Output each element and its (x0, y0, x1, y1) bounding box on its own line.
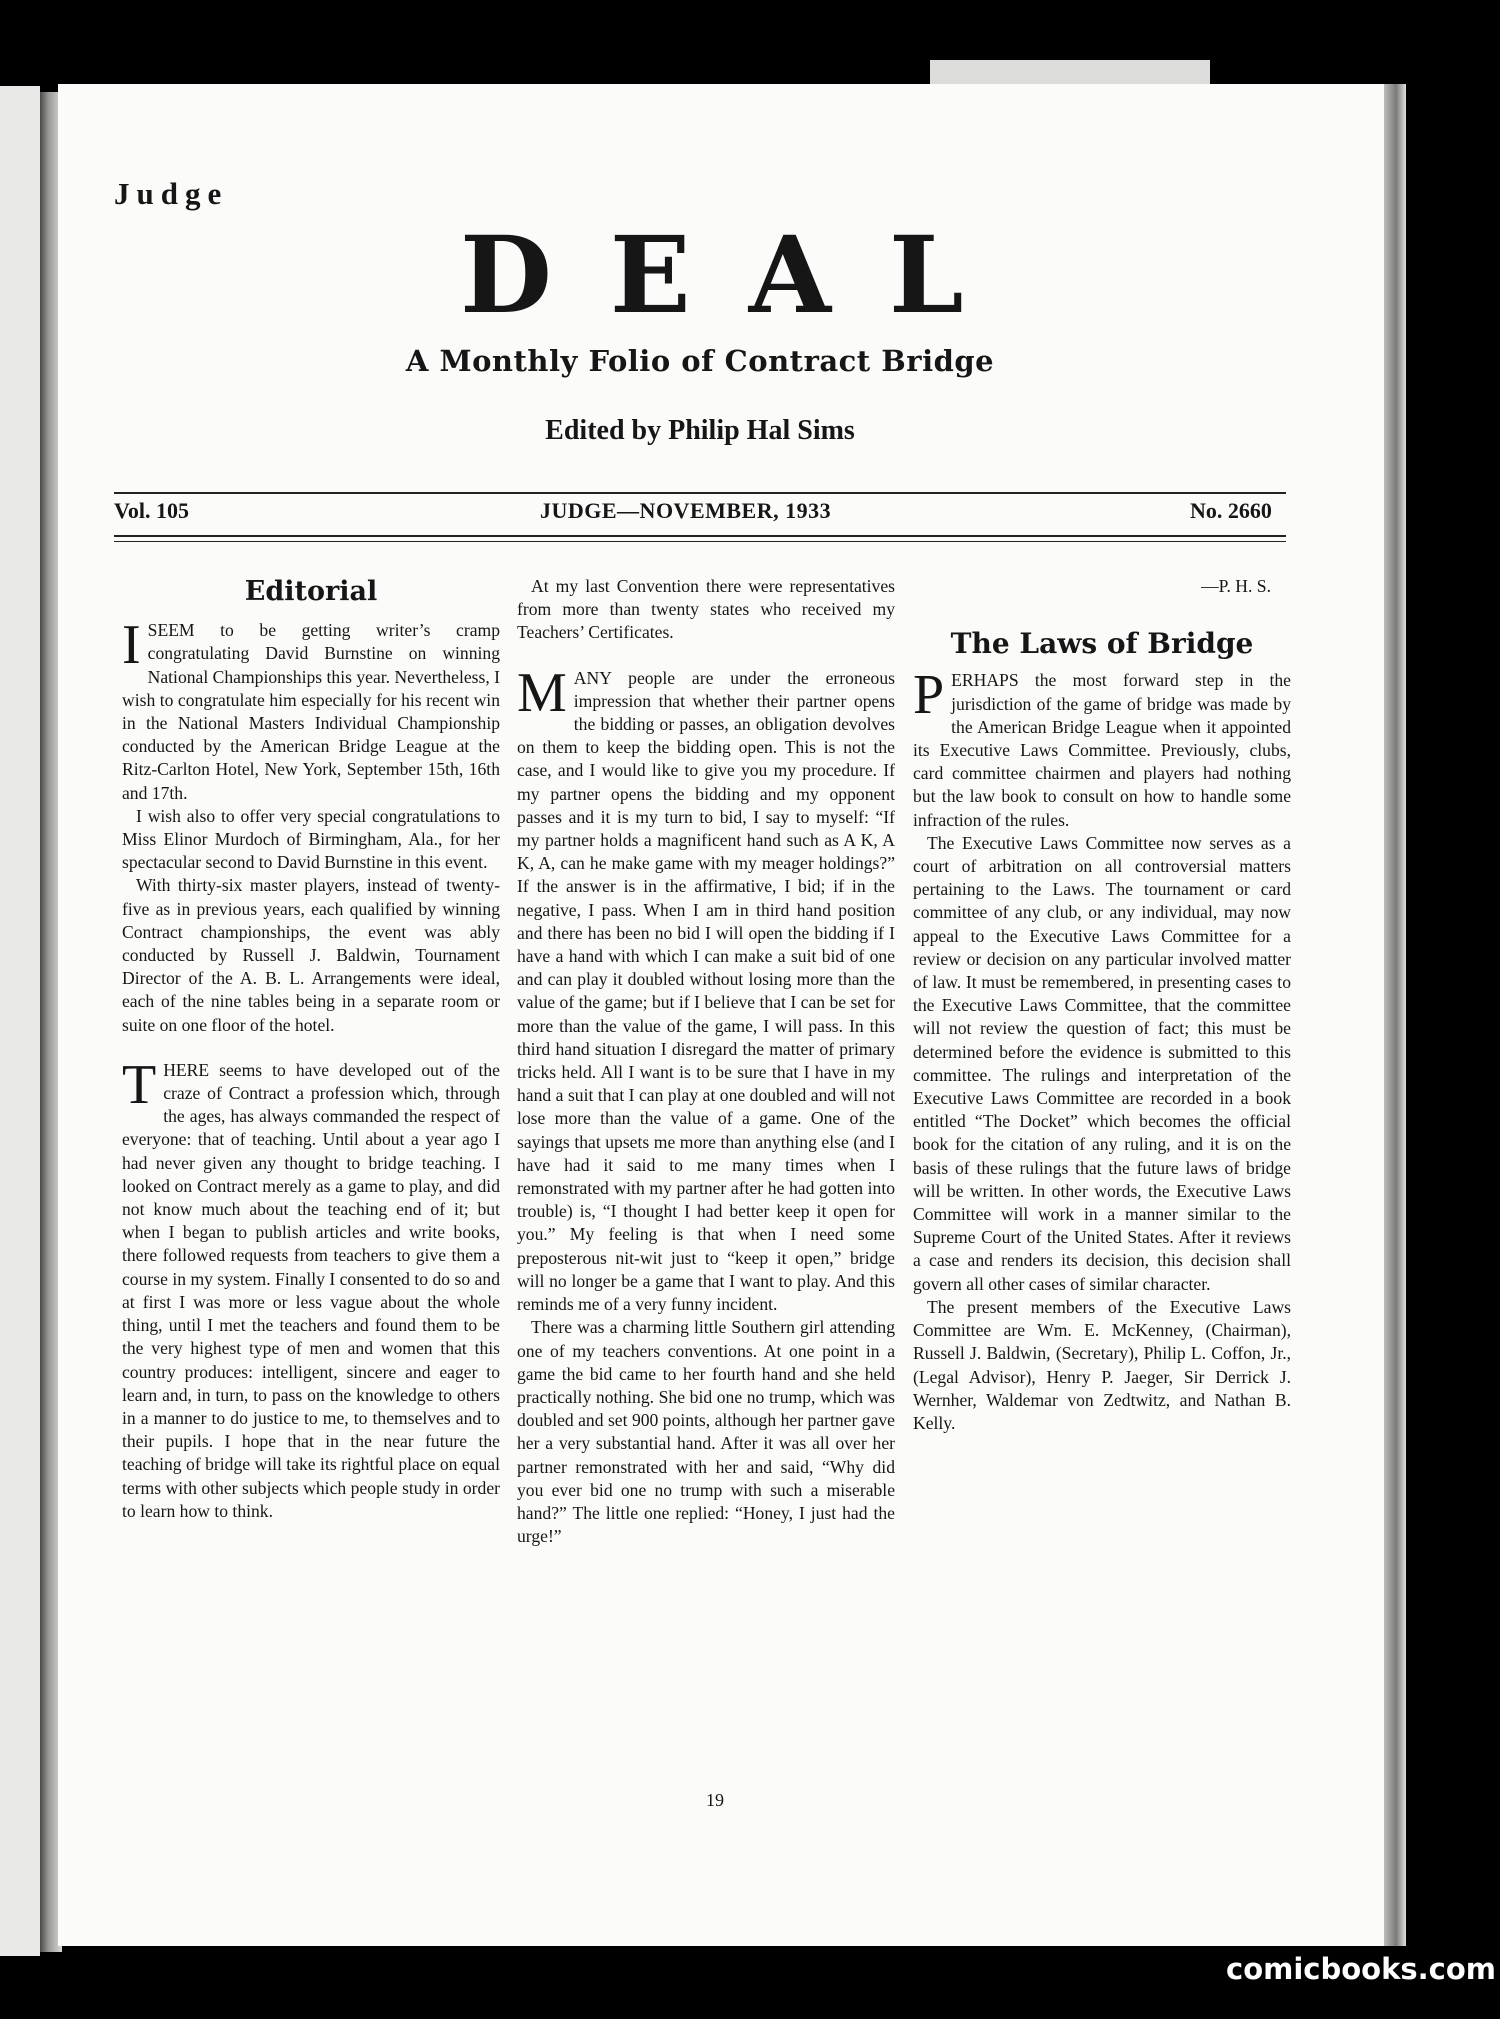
issue-date: JUDGE—NOVEMBER, 1933 (540, 498, 832, 523)
masthead-editor: Edited by Philip Hal Sims (545, 415, 855, 446)
drop-cap: M (517, 661, 567, 724)
editorial-paragraph: I wish also to offer very special congratulations to Miss Elinor Murdoch of Birmingham, Ala., for her spectacular second to David Burnstine in this event. (122, 805, 500, 873)
magazine-label: Judge (114, 176, 229, 211)
site-watermark: comicbooks.com (1226, 1952, 1496, 1986)
top-rule (114, 492, 1286, 494)
masthead-title: DEAL (460, 212, 1022, 337)
paragraph-text: HERE seems to have developed out of the craze of Contract a profession which, through the ages, has always commanded the respect of everyone: that of teaching. Until about a year ago I had never given any thought to bridge teaching. I looked on Contract merely as a game to play, and did not know much about the teaching end of it; but when I began to publish articles and write books, there followed requests from teachers to give them a course in my system. Finally I consented to do so and at first I was more or less vague about the whole thing, until I met the teachers and found them to be the very highest type of men and women that this country produces: intelligent, sincere and eager to learn and, in turn, to pass on the knowledge to others in a manner to do justice to me, to themselves and to their pupils. I hope that in the near future the teaching of bridge will take its rightful place on equal terms with other subjects which people study in order to learn how to think. (122, 1059, 500, 1521)
editorial-paragraph: With thirty-six master players, instead of twenty-five as in previous years, each qualified by winning Contract championships, the event was ably conducted by Russell J. Baldwin, Tournament Director of the A. B. L. Arrangements were ideal, each of the nine tables being in a separate room or suite on one floor of the hotel. (122, 875, 500, 1035)
volume-number: Vol. 105 (114, 498, 189, 523)
laws-paragraph: The present members of the Executive Laws Committee are Wm. E. McKenney, (Chairman), Russell J. Baldwin, (Secretary), Philip L. Coffon, Jr., (Legal Advisor), Henry P. Jaeger, Sir Derrick J. Wernher, Waldemar von Zedtwitz, and Nathan B. Kelly. (913, 1296, 1291, 1433)
laws-paragraph: The Executive Laws Committee now serves as a court of arbitration on all controversial matters pertaining to the Laws. The tournament or card committee of any club, or any individual, may now appeal to the Executive Laws Committee for a review or decision on any particular involved matter of law. It must be remembered, in presenting cases to the Executive Laws Committee, that the committee will not review the question of fact; this must be determined before the evidence is submitted to this committee. The rulings and interpretation of the Executive Laws Committee are recorded in a book entitled “The Docket” which becomes the official book for the citation of any ruling, and it is on the basis of these rulings that the future laws of bridge will be written. In other words, the Executive Laws Committee will work in a manner similar to the Supreme Court of the United States. After it reviews a case and renders its decision, this decision shall govern all other cases of similar character. (913, 832, 1291, 1294)
editorial-signoff: —P. H. S. (1201, 576, 1271, 596)
paragraph-text: SEEM to be getting writer’s cramp congratulating David Burnstine on winning National Championships this year. Nevertheless, I wish to congratulate him especially for his recent win in the National Masters Individual Championship conducted by the American Bridge League at the Ritz-Carlton Hotel, New York, September 15th, 16th and 17th. (122, 620, 500, 803)
laws-heading: The Laws of Bridge (950, 627, 1254, 661)
double-rule-top (114, 535, 1286, 537)
column-1 (122, 575, 500, 1523)
editorial-paragraph (517, 661, 895, 1317)
laws-paragraph (913, 664, 1291, 831)
drop-cap: P (913, 664, 945, 727)
column-2 (517, 575, 895, 1548)
paragraph-text: ERHAPS the most forward step in the jurisdiction of the game of bridge was made by the American Bridge League when it appointed its Executive Laws Committee. Previously, clubs, card committee chairmen and players had nothing but the law book to consult on how to handle some infraction of the rules. (913, 670, 1291, 830)
editorial-paragraph (122, 614, 500, 805)
column-3 (913, 575, 1291, 1435)
masthead-subtitle: A Monthly Folio of Contract Bridge (405, 344, 995, 378)
double-rule-bottom (114, 541, 1286, 542)
editorial-heading: Editorial (244, 576, 378, 607)
paragraph-text: ANY people are under the erroneous impression that whether their partner opens the bidding or passes, an obligation devolves on them to keep the bidding open. This is not the case, and I would like to give you my procedure. If my partner opens the bidding and my opponent passes and it is my turn to bid, I say to myself: “If my partner holds a magnificent hand such as A K, A K, A, can he make game with my meager holdings?” If the answer is in the affirmative, I bid; if in the negative, I pass. When I am in third hand position and there has been no bid I will open the bidding if I have a hand with which I can make a suit bid of one and can play it doubled without losing more than the value of the game; but if I believe that I can be set for more than the value of the game, I will pass. In this third hand situation I disregard the matter of primary tricks held. All I want is to be sure that I have in my hand a suit that I can play at one doubled and will not lose more than the value of a game. One of the sayings that upsets me more than anything else (and I have had it said to me many times when I remonstrated with my partner after he had gotten into trouble) is, “I thought I had better keep it open for you.” My feeling is that when I need some preposterous nit-wit just to “keep it open,” bridge will no longer be a game that I want to play. And this reminds me of a very funny incident. (517, 667, 895, 1315)
editorial-paragraph: There was a charming little Southern girl attending one of my teachers conventions. At one point in a game the bid came to her fourth hand and she held practically nothing. She bid one no trump, which was doubled and set 900 points, although her partner gave her a very substantial hand. After it was all over her partner remonstrated with her and said, “Why did you ever bid one no trump with such a miserable hand?” The little one replied: “Honey, I just had the urge!” (517, 1317, 895, 1547)
facing-page-edge (0, 86, 40, 1956)
editorial-paragraph (122, 1053, 500, 1523)
editorial-paragraph: At my last Convention there were representatives from more than twenty states who received my Teachers’ Certificates. (517, 576, 895, 643)
page-right-edge (1384, 84, 1406, 1946)
drop-cap: T (122, 1053, 157, 1116)
drop-cap: I (122, 614, 141, 677)
page-number: 19 (706, 1790, 724, 1810)
issue-number: No. 2660 (1190, 498, 1272, 523)
